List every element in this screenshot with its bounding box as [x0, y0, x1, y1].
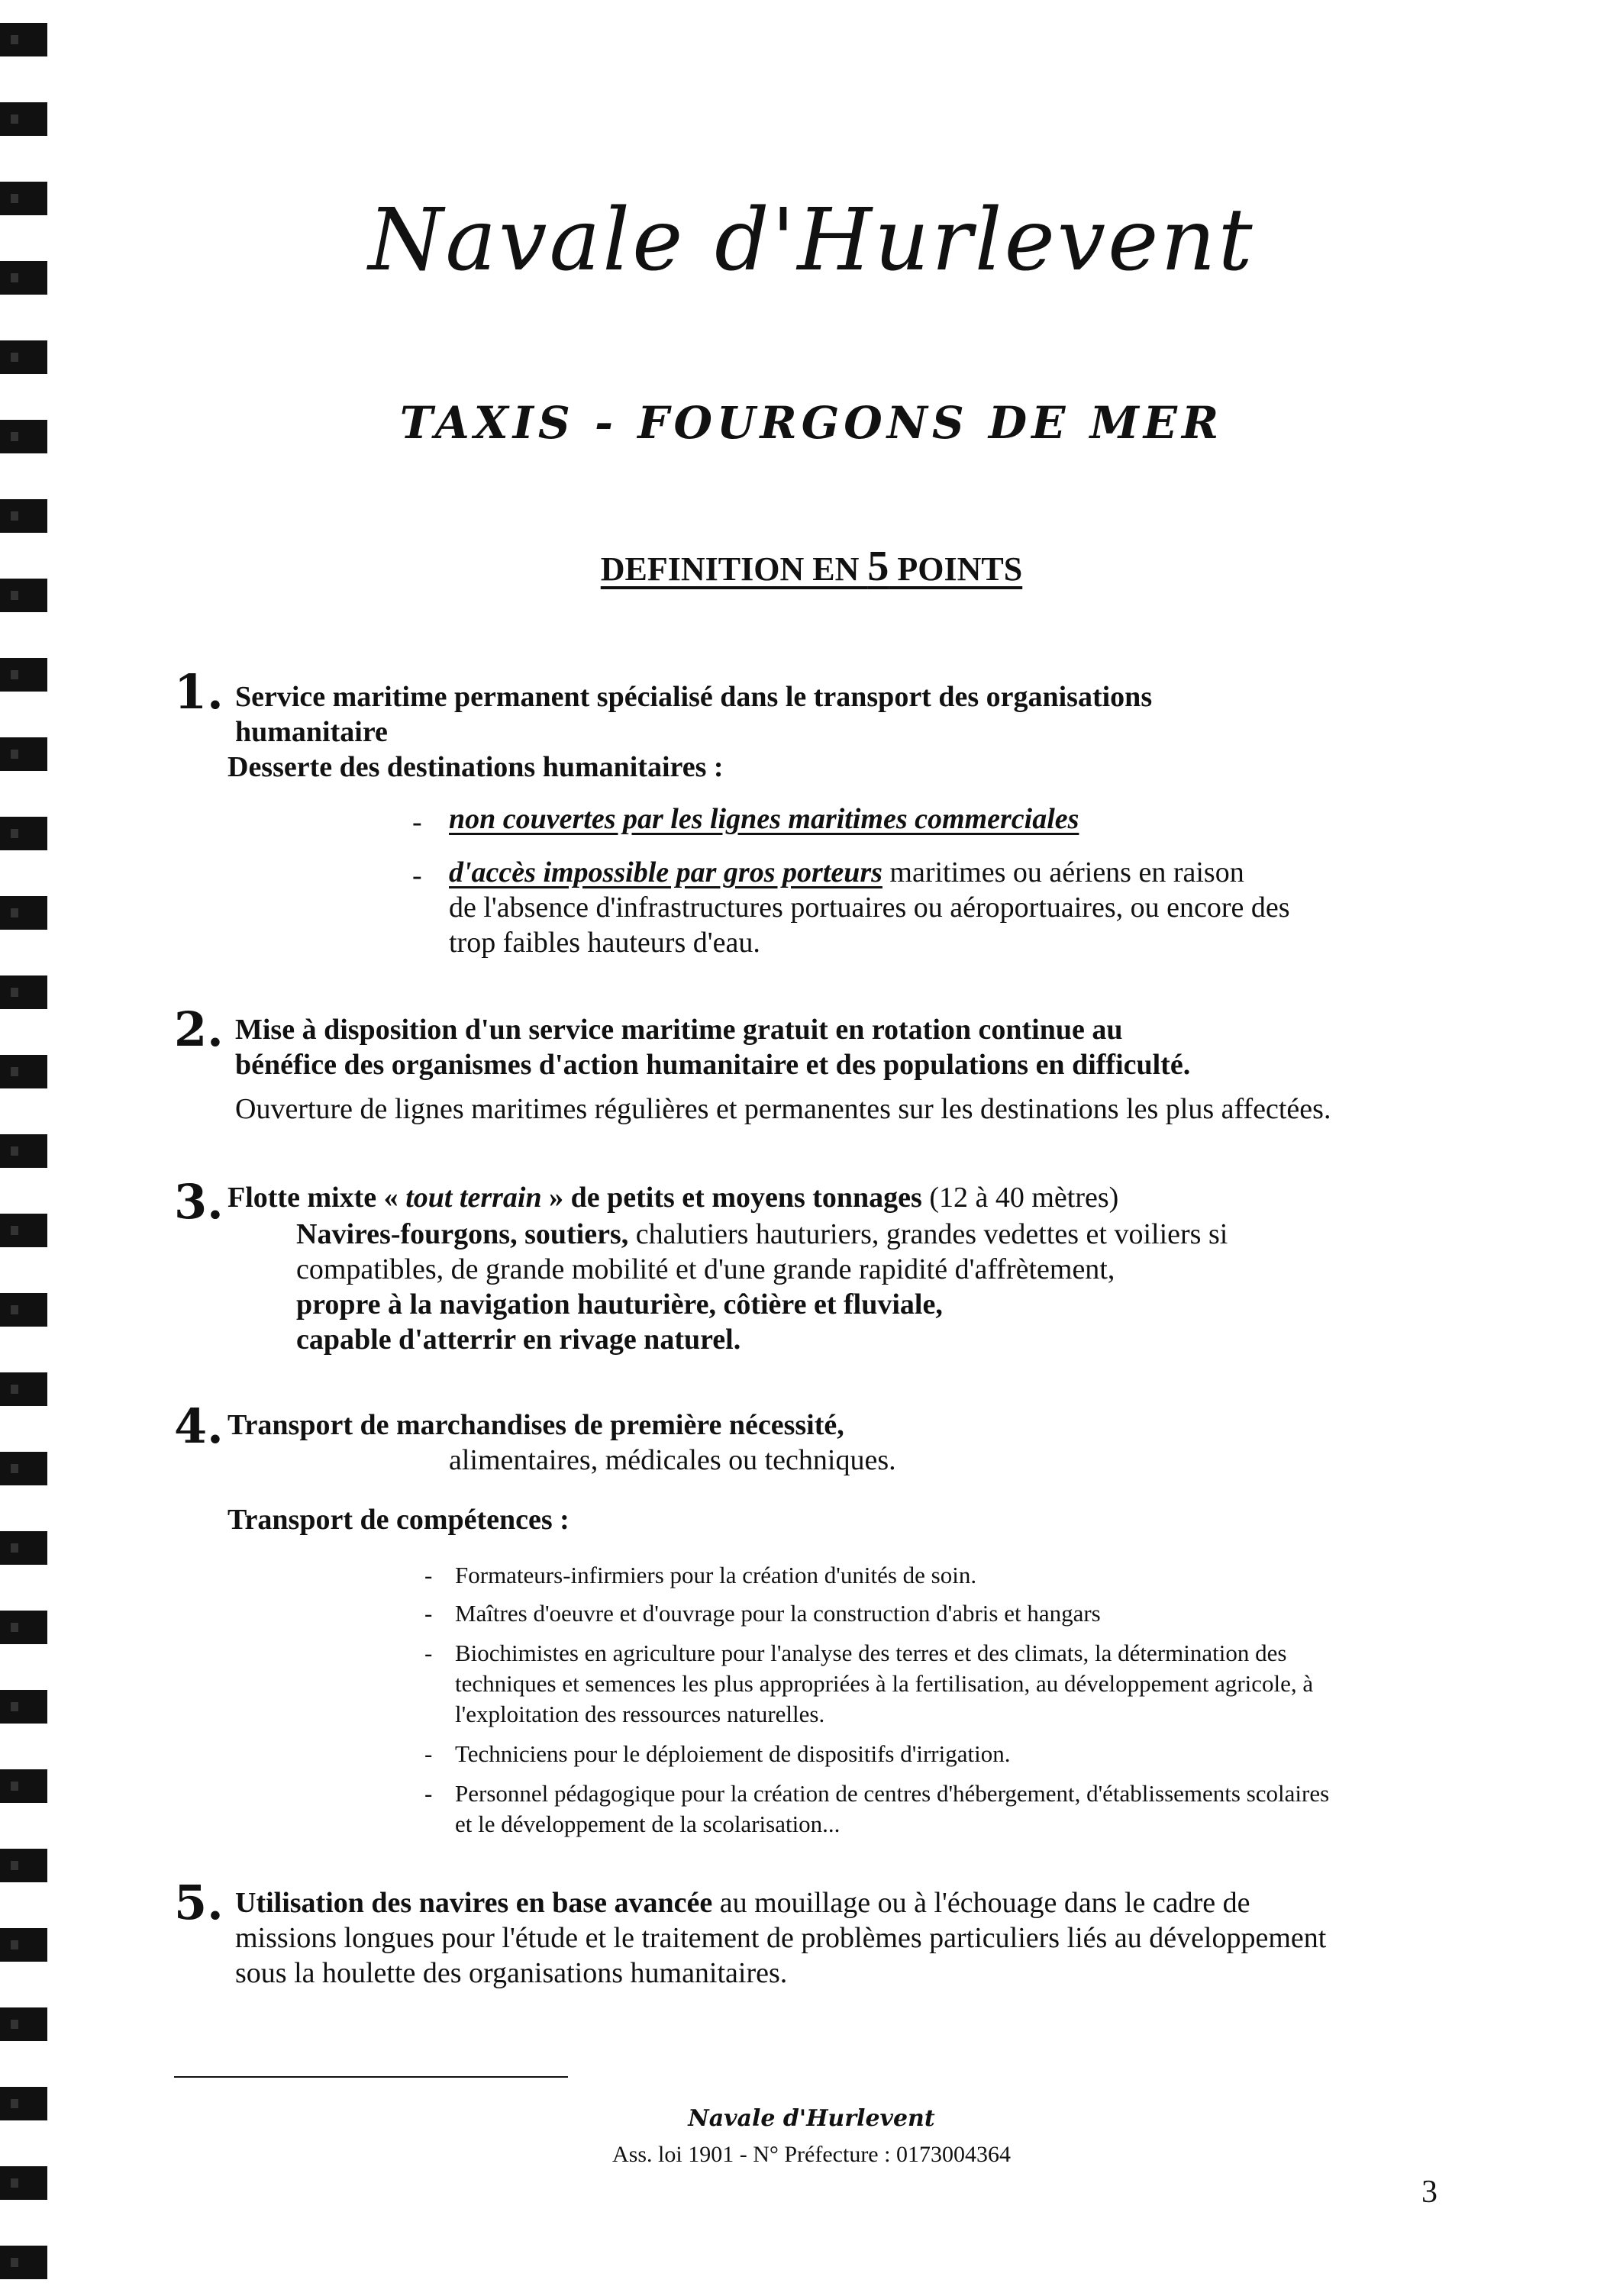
point-4-number: 4.: [174, 1398, 224, 1454]
point-1-bullet-2-underlined: d'accès impossible par gros porteurs: [449, 856, 882, 888]
competence-item-3-line-2: techniques et semences les plus appropriées à la fertilisation, au développement agricole, à: [455, 1670, 1314, 1697]
point-3-line-3: compatibles, de grande mobilité et d'une grande rapidité d'affrètement,: [296, 1253, 1115, 1285]
point-5-line-3: sous la houlette des organisations humanitaires.: [235, 1957, 788, 1989]
point-5-line-2: missions longues pour l'étude et le traitement de problèmes particuliers liés au développement: [235, 1922, 1327, 1954]
point-3-line-1-c: » de petits et moyens tonnages: [541, 1182, 922, 1214]
competence-item-4: Techniciens pour le déploiement de dispositifs d'irrigation.: [455, 1740, 1011, 1767]
point-5-line-1: [235, 1885, 1250, 1920]
point-3-line-1-a: Flotte mixte «: [227, 1182, 406, 1214]
definition-heading-post: POINTS: [889, 550, 1023, 588]
point-4-competences-heading: Transport de compétences :: [227, 1504, 570, 1536]
point-1-line-1: Service maritime permanent spécialisé dans le transport des organisations: [235, 681, 1153, 713]
point-2-number: 2.: [174, 1001, 224, 1057]
competence-item-2: Maîtres d'oeuvre et d'ouvrage pour la construction d'abris et hangars: [455, 1600, 1101, 1627]
brand-logo-title: Navale d'Hurlevent: [368, 191, 1255, 290]
page-number: 3: [1421, 2175, 1437, 2210]
competence-item-1: Formateurs-infirmiers pour la création d'unités de soin.: [455, 1562, 977, 1588]
point-3-line-1-d: (12 à 40 mètres): [921, 1182, 1119, 1214]
point-2-line-1: Mise à disposition d'un service maritime gratuit en rotation continue au: [235, 1014, 1123, 1046]
competence-dash-1: -: [424, 1562, 433, 1588]
point-5-line-1-b: au mouillage ou à l'échouage dans le cadre de: [712, 1887, 1250, 1919]
competence-item-5-line-2: et le développement de la scolarisation...: [455, 1811, 841, 1837]
point-4-line-1: Transport de marchandises de première nécessité,: [227, 1409, 844, 1441]
point-1-bullet-2-line-2: de l'absence d'infrastructures portuaires ou aéroportuaires, ou encore des: [449, 892, 1290, 924]
point-1-line-2: humanitaire: [235, 716, 388, 748]
competence-item-5-line-1: Personnel pédagogique pour la création de centres d'hébergement, d'établissements scolaires: [455, 1780, 1330, 1807]
point-3-line-1: [227, 1180, 1118, 1215]
point-1-bullet-2: [449, 855, 1244, 890]
competence-item-3-line-3: l'exploitation des ressources naturelles.: [455, 1701, 825, 1727]
point-2-line-2: bénéfice des organismes d'action humanitaire et des populations en difficulté.: [235, 1049, 1191, 1081]
footer-association: Ass. loi 1901 - N° Préfecture : 0173004364: [612, 2142, 1011, 2167]
point-1-number: 1.: [174, 664, 224, 720]
definition-heading-number: 5: [867, 543, 889, 590]
point-3-line-2-b: chalutiers hauturiers, grandes vedettes et voiliers si: [628, 1218, 1228, 1250]
point-2-line-3: Ouverture de lignes maritimes régulières et permanentes sur les destinations les plus affectées.: [235, 1093, 1331, 1125]
competence-dash-5: -: [424, 1780, 433, 1807]
point-1-bullet-2-rest: maritimes ou aériens en raison: [882, 856, 1244, 888]
competence-item-3-line-1: Biochimistes en agriculture pour l'analyse des terres et des climats, la détermination des: [455, 1640, 1287, 1666]
page-subtitle: TAXIS - FOURGONS DE MER: [399, 397, 1224, 449]
definition-heading-pre: DEFINITION EN: [600, 550, 868, 588]
footer-rule: [174, 2076, 568, 2078]
competence-dash-3: -: [424, 1640, 433, 1666]
footer-logo: Navale d'Hurlevent: [688, 2105, 935, 2132]
competence-dash-2: -: [424, 1600, 433, 1627]
definition-heading: [0, 542, 1623, 591]
point-1-dash-2: -: [412, 859, 422, 892]
point-3-line-5: capable d'atterrir en rivage naturel.: [296, 1324, 741, 1356]
point-5-line-1-a: Utilisation des navires en base avancée: [235, 1887, 713, 1919]
point-3-number: 3.: [174, 1174, 224, 1230]
point-1-line-3: Desserte des destinations humanitaires :: [227, 751, 724, 783]
point-1-dash-1: -: [412, 806, 422, 838]
point-3-line-4: propre à la navigation hauturière, côtière et fluviale,: [296, 1288, 943, 1321]
point-3-line-2-a: Navires-fourgons, soutiers,: [296, 1218, 629, 1250]
point-5-number: 5.: [174, 1875, 224, 1930]
point-1-bullet-1: non couvertes par les lignes maritimes commerciales: [449, 803, 1079, 835]
point-3-line-2: [296, 1217, 1228, 1252]
point-4-line-2: alimentaires, médicales ou techniques.: [449, 1444, 896, 1476]
competence-dash-4: -: [424, 1740, 433, 1767]
point-3-line-1-b: tout terrain: [405, 1182, 542, 1214]
point-1-bullet-2-line-3: trop faibles hauteurs d'eau.: [449, 927, 760, 959]
spiral-binding: [0, 0, 47, 2296]
